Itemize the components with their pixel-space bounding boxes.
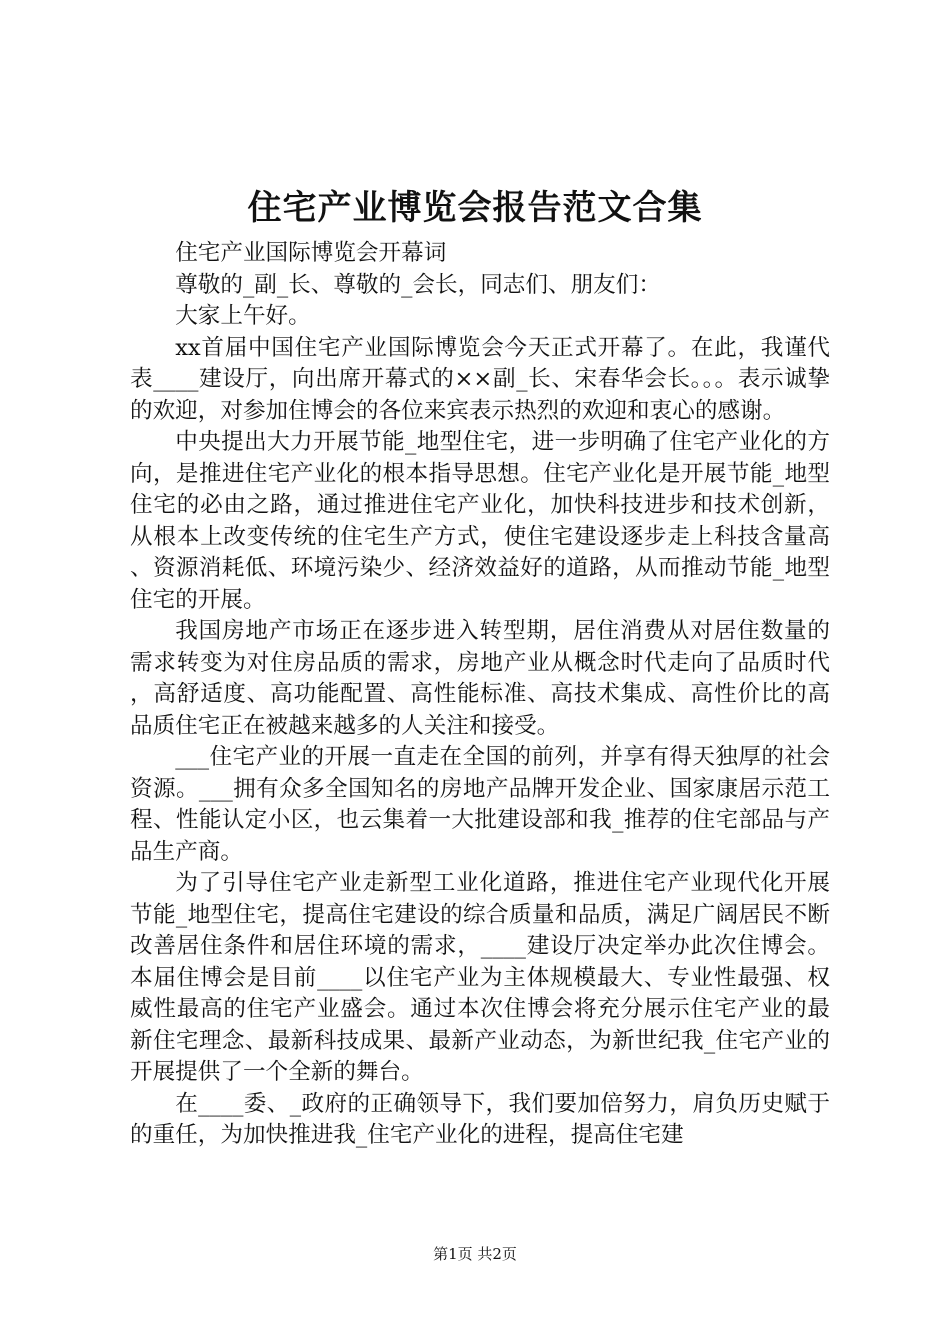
paragraph: xx首届中国住宅产业国际博览会今天正式开幕了。在此，我谨代表____建设厅，向出席开幕式的××副_长、宋春华会长。。。表示诚挚的欢迎，对参加住博会的各位来宾表示热烈的欢迎和衷心的感谢。 xyxy=(130,334,830,424)
paragraph: 我国房地产市场正在逐步进入转型期，居住消费从对居住数量的需求转变为对住房品质的需求，房地产业从概念时代走向了品质时代，高舒适度、高功能配置、高性能标准、高技术集成、高性价比的高品质住宅正在被越来越多的人关注和接受。 xyxy=(130,618,830,739)
paragraph-heading: 住宅产业国际博览会开幕词 xyxy=(175,240,447,266)
paragraph: ___住宅产业的开展一直走在全国的前列，并享有得天独厚的社会资源。___拥有众多全国知名的房地产品牌开发企业、国家康居示范工程、性能认定小区，也云集着一大批建设部和我_推荐的住宅部品与产品生产商。 xyxy=(130,744,830,865)
document-body xyxy=(130,238,830,1152)
document-title: 住宅产业博览会报告范文合集 xyxy=(247,188,703,228)
paragraph: 在____委、_政府的正确领导下，我们要加倍努力，肩负历史赋于的重任，为加快推进我_住宅产业化的进程，提高住宅建 xyxy=(130,1090,830,1148)
paragraph-greeting: 大家上午好。 xyxy=(175,303,311,329)
paragraph: 为了引导住宅产业走新型工业化道路，推进住宅产业现代化开展节能_地型住宅，提高住宅建设的综合质量和品质，满足广阔居民不断改善居住条件和居住环境的需求，____建设厅决定举办此次住博会。本届住博会是目前____以住宅产业为主体规模最大、专业性最强、权威性最高的住宅产业盛会。通过本次住博会将充分展示住宅产业的最新住宅理念、最新科技成果、最新产业动态，为新世纪我_住宅产业的开展提供了一个全新的舞台。 xyxy=(130,870,830,1085)
paragraph-salutation: 尊敬的_副_长、尊敬的_会长，同志们、朋友们： xyxy=(175,271,661,298)
paragraph: 中央提出大力开展节能_地型住宅，进一步明确了住宅产业化的方向，是推进住宅产业化的根本指导思想。住宅产业化是开展节能_地型住宅的必由之路，通过推进住宅产业化，加快科技进步和技术创新，从根本上改变传统的住宅生产方式，使住宅建设逐步走上科技含量高、资源消耗低、环境污染少、经济效益好的道路，从而推动节能_地型住宅的开展。 xyxy=(130,429,830,613)
page-footer: 第1页 共2页 xyxy=(433,1245,517,1263)
